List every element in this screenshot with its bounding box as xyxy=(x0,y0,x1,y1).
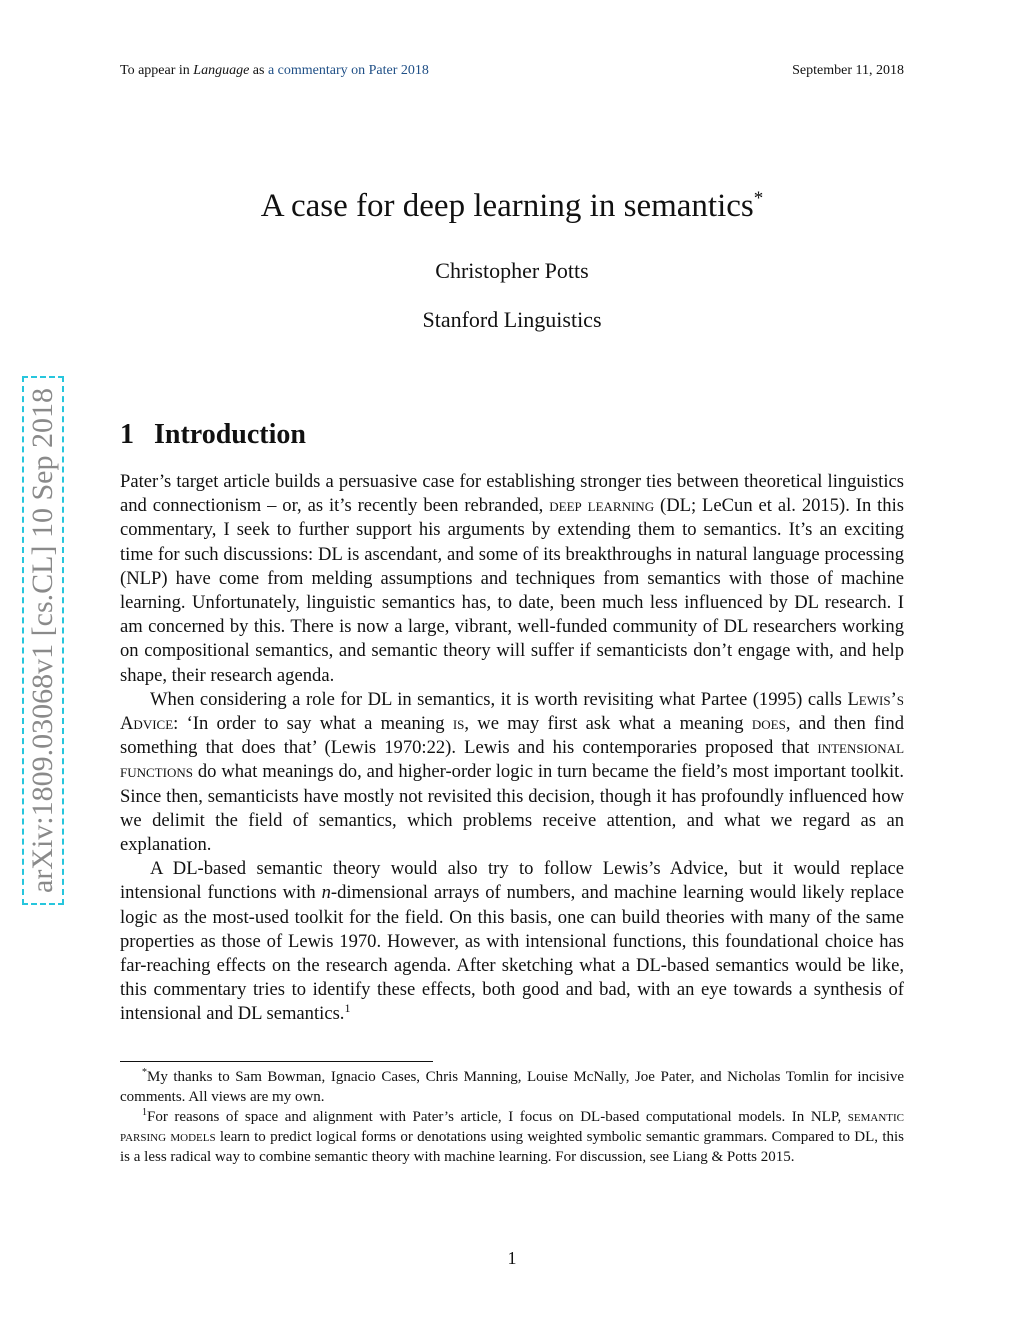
journal-name: Language xyxy=(193,63,250,78)
p2-text-b: : ‘In order to say what a meaning xyxy=(173,713,445,735)
title-text: A case for deep learning in semantics xyxy=(260,188,754,224)
paragraph-1 xyxy=(120,470,904,688)
venue-prefix: To appear in xyxy=(120,63,190,78)
term-does: does xyxy=(751,713,786,735)
body-text xyxy=(120,470,904,1027)
footnote-star-mark: * xyxy=(142,1067,147,1078)
header-date: September 11, 2018 xyxy=(792,63,904,78)
p1-text-a: Pater’s target article builds a persuasive case for establishing stronger ties between theoretical linguistics and connectionism – or, as it’s recently been rebranded, xyxy=(120,471,904,517)
section-number: 1 xyxy=(120,419,134,450)
paragraph-3 xyxy=(120,857,904,1026)
p2-text-d: , and then find something that does that’ (Lewis 1970:22). Lewis and his contemporaries proposed that xyxy=(120,713,904,759)
commentary-link[interactable]: a commentary on Pater 2018 xyxy=(267,63,429,78)
term-intensional-functions: intensional functions xyxy=(120,737,905,783)
arxiv-stamp[interactable]: arXiv:1809.03068v1 [cs.CL] 10 Sep 2018 xyxy=(22,376,64,905)
venue-as: as xyxy=(252,63,265,78)
page-number: 1 xyxy=(507,1248,517,1268)
section-heading xyxy=(120,419,306,451)
p2-text-e: do what meanings do, and higher-order logic in turn became the field’s most important toolkit. Since then, semanticists have mostly not revisited this decision, though it has profoundly influenced how we delimit the field of semantics, which problems receive attention, and what we regard as an explanation. xyxy=(120,761,904,856)
math-n: n xyxy=(321,882,331,904)
footnote-1 xyxy=(120,1107,904,1167)
footnote-star-text: My thanks to Sam Bowman, Ignacio Cases, Chris Manning, Louise McNally, Joe Pater, and Nicholas Tomlin for incisive comments. All views are my own. xyxy=(120,1069,904,1105)
p3-text-a: A DL-based semantic theory would also try to follow Lewis’s Advice, but it would replace intensional functions with xyxy=(120,858,904,904)
footnote-1-mark: 1 xyxy=(142,1107,147,1118)
author-affiliation: Stanford Linguistics xyxy=(422,307,602,332)
term-is: is xyxy=(452,713,465,735)
author-name: Christopher Potts xyxy=(435,258,589,283)
section-title: Introduction xyxy=(154,419,306,450)
title-footnote-mark[interactable]: * xyxy=(753,188,764,209)
paragraph-2 xyxy=(120,688,904,857)
term-lewis-advice: Lewis’s Advice xyxy=(120,688,904,735)
venue-note xyxy=(120,63,429,79)
footnote-1-text-b: learn to predict logical forms or denotations using weighted symbolic semantic grammars. Compared to DL, this is a less radical way to combine semantic theory with machine learning. For discussion, see Liang & Potts 2015. xyxy=(120,1129,904,1165)
paper-title xyxy=(120,188,904,225)
term-deep-learning: deep learning xyxy=(549,495,655,517)
p2-text-c: , we may first ask what a meaning xyxy=(464,713,744,735)
term-semantic-parsing-models: semantic parsing models xyxy=(120,1109,905,1145)
running-head xyxy=(120,60,904,82)
footnote-star xyxy=(120,1067,904,1107)
footnote-1-text-a: For reasons of space and alignment with Pater’s article, I focus on DL-based computational models. In NLP, xyxy=(147,1109,842,1125)
footnote-ref-1[interactable]: 1 xyxy=(344,1001,351,1016)
footnotes xyxy=(120,1067,904,1167)
footnote-rule xyxy=(120,1061,433,1062)
p3-text-b: -dimensional arrays of numbers, and machine learning would likely replace logic as the most-used toolkit for the field. On this basis, one can build theories with many of the same properties as those of Lewis 1970. However, as with intensional functions, this foundational choice has far-reaching effects on the research agenda. After sketching what a DL-based semantics would be like, this commentary tries to identify these effects, both good and bad, with an eye towards a synthesis of intensional and DL semantics. xyxy=(120,882,904,1025)
p1-text-b: (DL; LeCun et al. 2015). In this commentary, I seek to further support his arguments by extending them to semantics. It’s an exciting time for such discussions: DL is ascendant, and some of its breakthroughs in natural language processing (NLP) have come from melding assumptions and techniques from semantics with those of machine learning. Unfortunately, linguistic semantics has, to date, been much less influenced by DL research. I am concerned by this. There is now a large, vibrant, well-funded community of DL researchers working on compositional semantics, and semantic theory will suffer if semanticists don’t engage with, and help shape, their research agenda. xyxy=(120,495,905,686)
p2-text-a: When considering a role for DL in semantics, it is worth revisiting what Partee (1995) calls xyxy=(150,688,842,710)
